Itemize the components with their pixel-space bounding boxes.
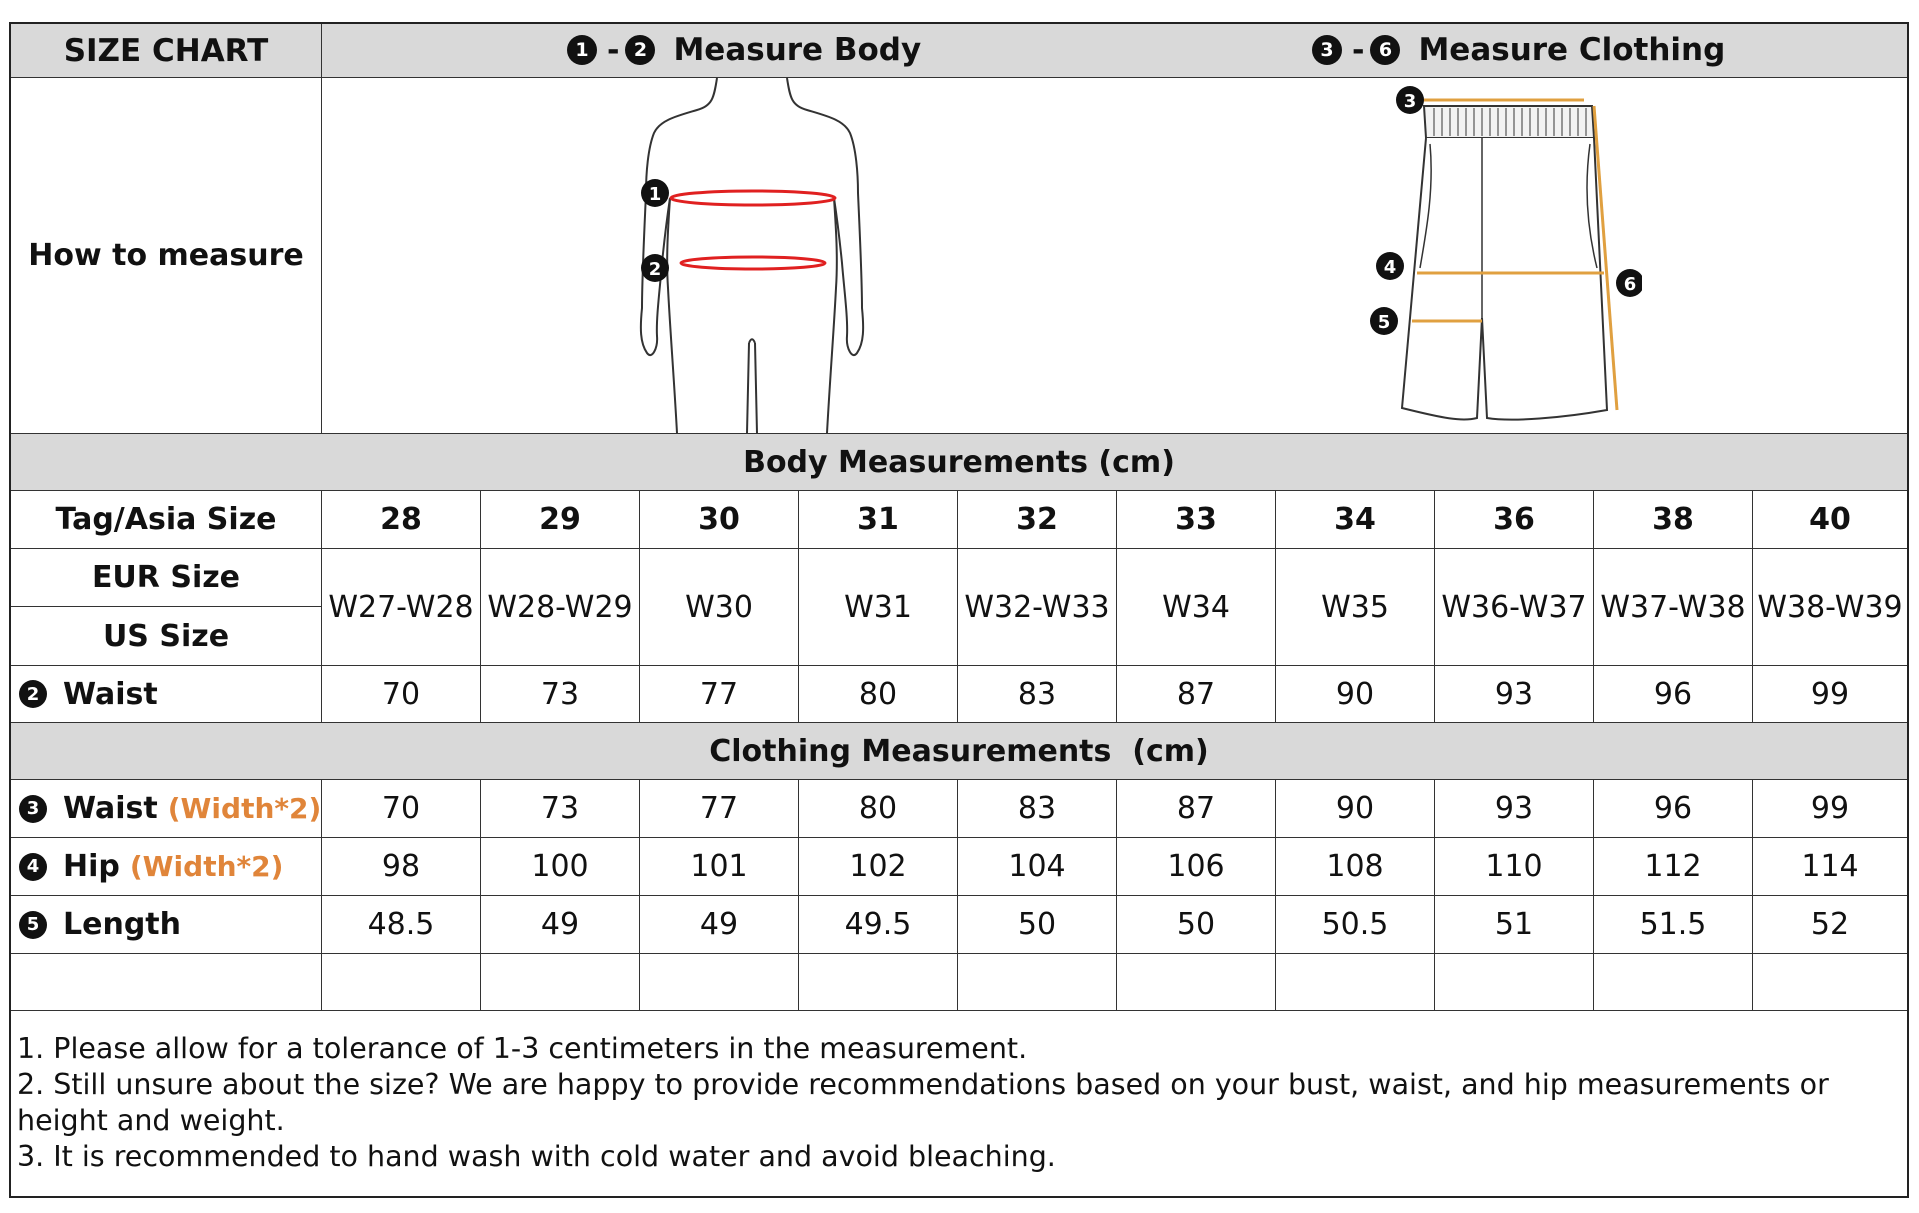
empty-cell xyxy=(799,954,958,1010)
body-measurements-title: Body Measurements (cm) xyxy=(743,444,1175,480)
clothing-measurements-banner xyxy=(11,723,1907,779)
eur-us-size-cell: W32-W33 xyxy=(958,549,1117,665)
body-waist-cell: 87 xyxy=(1117,666,1276,722)
body-measurements-banner xyxy=(11,434,1907,490)
eur-us-size-row xyxy=(11,549,1907,665)
body-waist-label xyxy=(11,666,322,722)
length-cell: 50 xyxy=(1117,896,1276,953)
size-chart-title: SIZE CHART xyxy=(63,32,269,69)
clothing-waist-row xyxy=(11,780,1907,837)
size-chart-table xyxy=(9,22,1909,1198)
body-waist-text: Waist xyxy=(63,676,158,712)
eur-us-size-cell: W31 xyxy=(799,549,958,665)
hip-row xyxy=(11,838,1907,895)
marker-4-text: 4 xyxy=(1383,257,1397,278)
shorts-illustration xyxy=(1342,78,1642,433)
clothing-waist-cell: 80 xyxy=(799,780,958,837)
tag-size-cell: 34 xyxy=(1276,491,1435,548)
clothing-waist-cell: 99 xyxy=(1810,791,1850,826)
empty-cell xyxy=(1594,954,1753,1010)
note-item: 3. It is recommended to hand wash with cold water and avoid bleaching. xyxy=(17,1140,1056,1173)
hip-cell: 100 xyxy=(481,838,640,895)
diagram-cell xyxy=(322,78,1907,433)
body-waist-cell: 99 xyxy=(1810,676,1850,712)
tag-size-cell: 36 xyxy=(1435,491,1594,548)
clothing-waist-cell: 83 xyxy=(958,780,1117,837)
hip-cell: 104 xyxy=(958,838,1117,895)
number-badge: 4 xyxy=(19,853,47,881)
empty-cell xyxy=(481,954,640,1010)
hip-cell: 98 xyxy=(322,838,481,895)
note-item: 2. Still unsure about the size? We are happy to provide recommendations based on your bust, waist, and hip measurements or height and weight. xyxy=(17,1068,1829,1137)
eur-size-label: EUR Size xyxy=(11,549,321,607)
body-waist-cell: 73 xyxy=(481,666,640,722)
number-badge: 3 xyxy=(1312,35,1342,65)
eur-us-size-cell: W35 xyxy=(1276,549,1435,665)
length-text: Length xyxy=(63,907,181,942)
tag-size-cell: 31 xyxy=(799,491,958,548)
tag-size-cell: 32 xyxy=(958,491,1117,548)
hip-label xyxy=(11,838,322,895)
tag-size-cell: 38 xyxy=(1594,491,1753,548)
measure-clothing-heading: 3 - 6 Measure Clothing xyxy=(1312,32,1725,68)
length-cell: 51.5 xyxy=(1594,896,1753,953)
tag-size-row xyxy=(11,491,1907,548)
hip-note: (Width*2) xyxy=(129,850,284,883)
tag-size-cell: 40 xyxy=(1809,502,1851,537)
tag-size-cell: 30 xyxy=(640,491,799,548)
length-cell: 49 xyxy=(640,896,799,953)
empty-cell xyxy=(1753,954,1907,1010)
clothing-waist-cell: 77 xyxy=(640,780,799,837)
hip-cell: 110 xyxy=(1435,838,1594,895)
clothing-waist-cell: 87 xyxy=(1117,780,1276,837)
tag-size-cell: 29 xyxy=(481,491,640,548)
eur-us-size-cell: W36-W37 xyxy=(1435,549,1594,665)
tag-size-cell: 28 xyxy=(322,491,481,548)
eur-us-label-cell xyxy=(11,549,322,665)
empty-cell xyxy=(640,954,799,1010)
clothing-waist-cell: 70 xyxy=(322,780,481,837)
hip-cell: 114 xyxy=(1801,849,1859,884)
tag-size-label: Tag/Asia Size xyxy=(11,491,322,548)
measure-header-cell xyxy=(322,24,1907,77)
body-figure-illustration xyxy=(622,78,882,433)
marker-6-text: 6 xyxy=(1623,274,1637,295)
eur-us-size-cell: W38-W39 xyxy=(1757,589,1903,625)
eur-us-size-cell: W37-W38 xyxy=(1594,549,1753,665)
body-waist-cell: 70 xyxy=(322,666,481,722)
clothing-waist-cell: 96 xyxy=(1594,780,1753,837)
number-badge: 2 xyxy=(625,35,655,65)
measure-clothing-label: Measure Clothing xyxy=(1418,32,1726,68)
tag-size-cell: 33 xyxy=(1117,491,1276,548)
length-cell: 52 xyxy=(1810,907,1850,942)
hip-cell: 108 xyxy=(1276,838,1435,895)
header-row xyxy=(11,24,1907,77)
number-badge: 1 xyxy=(567,35,597,65)
length-cell: 50 xyxy=(958,896,1117,953)
length-cell: 50.5 xyxy=(1276,896,1435,953)
empty-cell xyxy=(1117,954,1276,1010)
length-cell: 51 xyxy=(1435,896,1594,953)
marker-1-text: 1 xyxy=(648,184,662,205)
clothing-waist-cell: 93 xyxy=(1435,780,1594,837)
clothing-measurements-title: Clothing Measurements (cm) xyxy=(709,733,1209,769)
measure-body-heading: 1 - 2 Measure Body xyxy=(567,32,921,68)
empty-cell xyxy=(322,954,481,1010)
clothing-waist-note: (Width*2) xyxy=(167,792,322,825)
marker-3-text: 3 xyxy=(1403,91,1417,112)
clothing-waist-text: Waist xyxy=(63,791,158,826)
empty-cell xyxy=(1435,954,1594,1010)
eur-us-size-cell: W28-W29 xyxy=(481,549,640,665)
length-row xyxy=(11,896,1907,953)
length-cell: 49.5 xyxy=(799,896,958,953)
size-chart-title-cell xyxy=(11,24,322,77)
measure-body-label: Measure Body xyxy=(673,32,922,68)
body-waist-row xyxy=(11,666,1907,722)
hip-cell: 102 xyxy=(799,838,958,895)
how-to-measure-label: How to measure xyxy=(11,78,322,433)
eur-us-size-cell: W34 xyxy=(1117,549,1276,665)
note-item: 1. Please allow for a tolerance of 1-3 centimeters in the measurement. xyxy=(17,1032,1028,1065)
empty-cell xyxy=(1276,954,1435,1010)
hip-cell: 112 xyxy=(1594,838,1753,895)
marker-5-text: 5 xyxy=(1377,312,1391,333)
body-waist-cell: 96 xyxy=(1594,666,1753,722)
length-cell: 48.5 xyxy=(322,896,481,953)
eur-us-size-cell: W27-W28 xyxy=(322,549,481,665)
marker-2-text: 2 xyxy=(648,259,662,280)
body-waist-cell: 93 xyxy=(1435,666,1594,722)
empty-row xyxy=(11,954,1907,1010)
number-badge: 5 xyxy=(19,911,47,939)
length-label xyxy=(11,896,322,953)
body-waist-cell: 80 xyxy=(799,666,958,722)
us-size-label: US Size xyxy=(102,618,230,654)
hip-text: Hip xyxy=(63,849,120,884)
eur-us-size-cell: W30 xyxy=(640,549,799,665)
how-to-measure-row xyxy=(11,78,1907,433)
hip-cell: 106 xyxy=(1117,838,1276,895)
body-waist-cell: 90 xyxy=(1276,666,1435,722)
empty-cell xyxy=(958,954,1117,1010)
notes xyxy=(17,1031,1887,1175)
clothing-waist-label xyxy=(11,780,322,837)
empty-cell xyxy=(11,954,322,1010)
clothing-waist-cell: 90 xyxy=(1276,780,1435,837)
body-waist-cell: 77 xyxy=(640,666,799,722)
body-waist-cell: 83 xyxy=(958,666,1117,722)
clothing-waist-cell: 73 xyxy=(481,780,640,837)
length-cell: 49 xyxy=(481,896,640,953)
number-badge: 2 xyxy=(19,680,47,708)
hip-cell: 101 xyxy=(640,838,799,895)
number-badge: 3 xyxy=(19,795,47,823)
number-badge: 6 xyxy=(1370,35,1400,65)
